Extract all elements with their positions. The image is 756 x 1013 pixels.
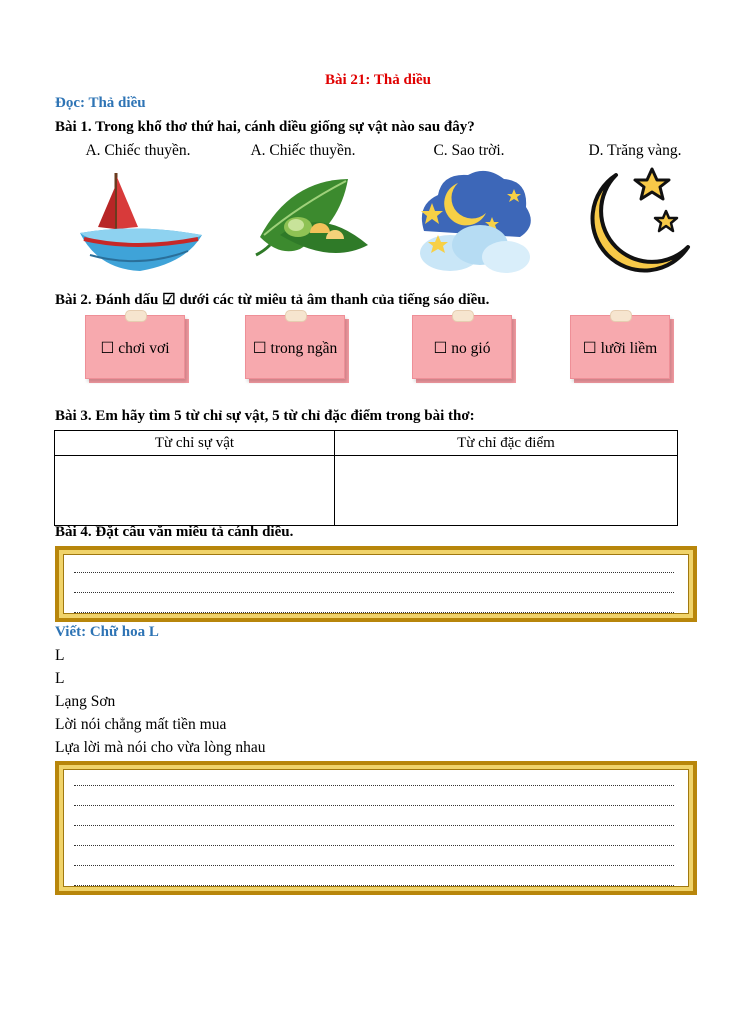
writing-line [74, 785, 674, 787]
option-a2: A. Chiếc thuyền. [250, 142, 356, 159]
note-label: ☐ trong ngần [252, 340, 338, 357]
tape-icon [452, 310, 474, 322]
writing-line [74, 572, 674, 574]
writing-line [74, 805, 674, 807]
reading-heading: Đọc: Thả diều [55, 95, 146, 111]
night-cloud-icon [410, 165, 540, 280]
option-d: D. Trăng vàng. [588, 142, 682, 159]
writing-line [74, 865, 674, 867]
answer-cell-nouns[interactable] [55, 456, 335, 526]
writing-line-4: Lời nói chẳng mất tiền mua [55, 716, 227, 733]
answer-cell-adjectives[interactable] [334, 456, 677, 526]
note-label: ☐ chơi vơi [100, 340, 170, 357]
sticky-note-2[interactable] [245, 315, 345, 379]
writing-line [74, 592, 674, 594]
question-3: Bài 3. Em hãy tìm 5 từ chỉ sự vật, 5 từ chỉ đặc điểm trong bài thơ: [55, 408, 475, 424]
leaf-icon [250, 165, 380, 280]
question-2: Bài 2. Đánh dấu ☑ dưới các từ miêu tả âm thanh của tiếng sáo diều. [55, 292, 490, 308]
question-4: Bài 4. Đặt câu văn miêu tả cánh diều. [55, 524, 294, 540]
writing-heading: Viết: Chữ hoa L [55, 624, 159, 640]
writing-line [74, 612, 674, 614]
note-label: ☐ lưỡi liềm [582, 340, 658, 357]
page-title: Bài 21: Thả diều [324, 72, 431, 88]
sticky-note-4[interactable] [570, 315, 670, 379]
table-header-nouns: Từ chỉ sự vật [55, 431, 335, 456]
writing-line [74, 845, 674, 847]
writing-line-2: L [55, 670, 65, 687]
writing-practice-box[interactable] [55, 761, 697, 895]
writing-line-1: L [55, 647, 65, 664]
sticky-note-3[interactable] [412, 315, 512, 379]
boat-icon [76, 165, 206, 280]
writing-line-3: Lạng Sơn [55, 693, 116, 710]
writing-line [74, 825, 674, 827]
note-label: ☐ no gió [433, 340, 491, 357]
crescent-moon-icon [570, 165, 700, 280]
tape-icon [285, 310, 307, 322]
answer-table [54, 430, 678, 526]
option-a1: A. Chiếc thuyền. [85, 142, 191, 159]
option-c: C. Sao trời. [433, 142, 505, 159]
tape-icon [610, 310, 632, 322]
answer-box-4[interactable] [55, 546, 697, 622]
question-1: Bài 1. Trong khổ thơ thứ hai, cánh diều giống sự vật nào sau đây? [55, 119, 475, 135]
writing-line-5: Lựa lời mà nói cho vừa lòng nhau [55, 739, 266, 756]
writing-line [74, 885, 674, 887]
sticky-note-1[interactable] [85, 315, 185, 379]
table-header-adjectives: Từ chỉ đặc điểm [334, 431, 677, 456]
tape-icon [125, 310, 147, 322]
